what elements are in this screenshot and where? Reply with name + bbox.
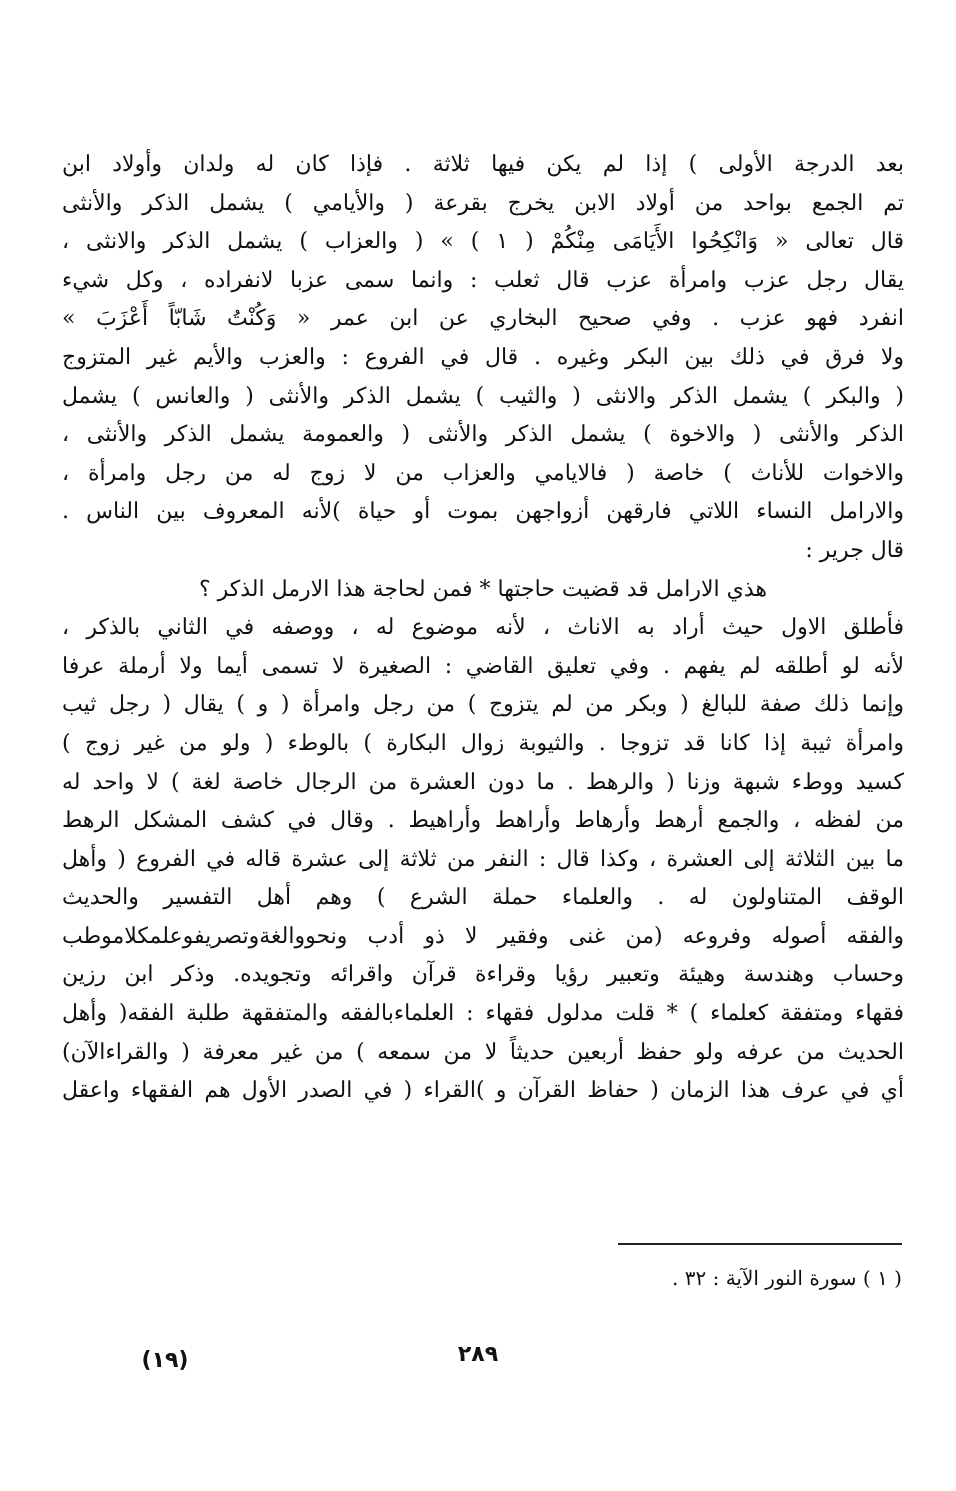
text-line: فأطلق الاول حيث أراد به الاناث ، لأنه موضوع له ، ووصفه في الثاني بالذكر ،: [62, 615, 904, 641]
poem-verse: هذي الارامل قد قضيت حاجتها * فمن لحاجة هذا الارمل الذكر ؟: [198, 576, 768, 602]
text-line: كسيد ووطء شبهة وزنا ( والرهط . ما دون العشرة من الرجال خاصة لغة ) لا واحد له: [62, 769, 904, 795]
text-line: والاخوات للأناث ) خاصة ( فالايامي والعزاب من لا زوج له من رجل وامرأة ،: [62, 460, 904, 486]
text-line: الذكر والأنثى ( والاخوة ) يشمل الذكر والأنثى ( والعمومة يشمل الذكر والأنثى ،: [62, 422, 904, 448]
text-line: الوقف المتناولون له . والعلماء حملة الشرع ) وهم أهل التفسير والحديث: [62, 885, 904, 911]
text-line: أي في عرف هذا الزمان ( حفاظ القرآن و )القراء ( في الصدر الأول هم الفقهاء واعقل: [62, 1078, 904, 1104]
text-line: قال تعالى « وَانْكِحُوا الأَيَامَى مِنْكُمْ ( ١ ) » ( والعزاب ) يشمل الذكر والانثى ،: [62, 229, 904, 255]
text-line: ( والبكر ) يشمل الذكر والانثى ( والثيب ) يشمل الذكر والأنثى ( والعانس ) يشمل: [62, 383, 904, 409]
text-line: ما بين الثلاثة إلى العشرة ، وكذا قال : النفر من ثلاثة إلى عشرة قاله في الفروع ( وأهل: [62, 846, 904, 872]
text-line: فقهاء ومتفقة كعلماء ) * قلت مدلول فقهاء : العلماءبالفقه والمتفقهة طلبة الفقه( وأهل: [62, 1001, 904, 1027]
footnote: ( ١ ) سورة النور الآية : ٣٢ .: [672, 1266, 902, 1290]
text-line: قال جرير :: [805, 537, 904, 563]
text-line: من لفظه ، والجمع أرهط وأرهاط وأراهط وأراهيط . وقال في كشف المشكل الرهط: [62, 808, 904, 834]
text-line: بعد الدرجة الأولى ) إذا لم يكن فيها ثلاثة . فإذا كان له ولدان وأولاد ابن: [62, 152, 904, 177]
text-line: والارامل النساء اللاتي فارقهن أزواجهن بموت أو حياة )لأنه المعروف بين الناس .: [62, 499, 904, 525]
page-number: ٢٨٩: [457, 1342, 499, 1367]
text-line: يقال رجل عزب وامرأة عزب قال ثعلب : وانما سمى عزبا لانفراده ، وكل شيء: [62, 267, 904, 293]
text-line: لأنه لو أطلقه لم يفهم . وفي تعليق القاضي : الصغيرة لا تسمى أيما ولا أرملة عرفا: [62, 653, 904, 679]
main-text: [62, 146, 904, 1111]
text-line: والفقه أصوله وفروعه (من غنى وفقير لا ذو أدب ونحووالغةوتصريفوعلمكلاموطب: [62, 923, 904, 949]
text-line: وحساب وهندسة وهيئة وتعبير رؤيا وقراءة قرآن واقرائه وتجويده. وذكر ابن رزين: [62, 962, 904, 988]
text-line: انفرد فهو عزب . وفي صحيح البخاري عن ابن عمر « وَكُنْتُ شَابّاً أَعْزَبَ »: [62, 306, 904, 332]
footnote-divider: [618, 1243, 902, 1245]
signature-mark: (١٩): [141, 1348, 189, 1373]
text-line: وامرأة ثيبة إذا كانا قد تزوجا . والثيوبة زوال البكارة ) بالوطء ( ولو من غير زوج ): [62, 730, 904, 756]
text-line: الحديث من عرفه ولو حفظ أربعين حديثاً لا من سمعه ) من غير معرفة ( والقراءالآن): [62, 1039, 904, 1065]
text-line: تم الجمع بواحد من أولاد الابن يخرج بقرعة ( والأيامي ) يشمل الذكر والأنثى: [62, 190, 904, 216]
text-line: ولا فرق في ذلك بين البكر وغيره . قال في الفروع : والعزب والأيم غير المتزوج: [62, 344, 904, 370]
text-line: وإنما ذلك صفة للبالغ ( وبكر من لم يتزوج ) من رجل وامرأة ( و ) يقال ( رجل ثيب: [62, 692, 904, 718]
